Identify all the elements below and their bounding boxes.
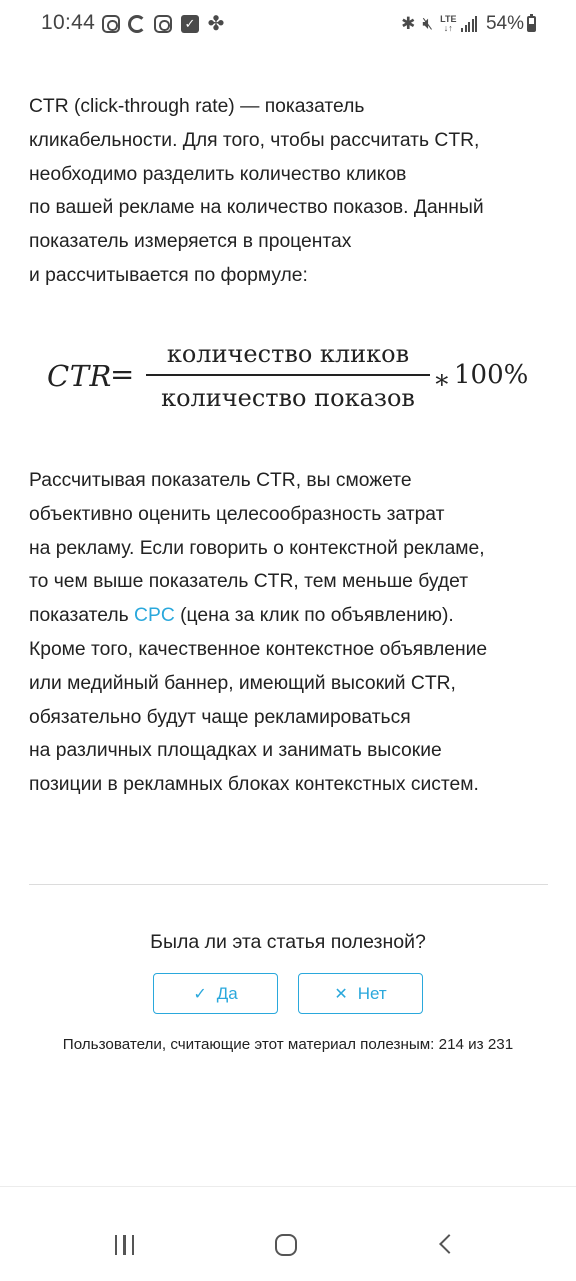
paragraph-line: показатель измеряется в процентах xyxy=(29,231,352,253)
mute-icon: 🔇︎ xyxy=(422,14,434,33)
signal-icon xyxy=(461,16,479,32)
network-label: LTE xyxy=(440,14,457,24)
intro-paragraph xyxy=(29,90,549,293)
close-icon: ✕ xyxy=(334,985,348,1003)
paragraph-line xyxy=(29,599,549,633)
check-icon: ✓ xyxy=(193,985,207,1003)
checkbox-app-icon: ✓ xyxy=(181,15,199,33)
ctr-formula xyxy=(44,338,544,418)
body-paragraph xyxy=(29,464,549,802)
paragraph-line: на различных площадках и занимать высокие xyxy=(29,740,442,762)
paragraph-line: по вашей рекламе на количество показов. Данный xyxy=(29,197,484,219)
instagram-icon xyxy=(102,15,120,33)
no-button[interactable] xyxy=(298,973,423,1014)
cpc-link[interactable]: CPC xyxy=(134,605,175,627)
paragraph-line: позиции в рекламных блоках контекстных систем. xyxy=(29,774,479,796)
navigation-bar xyxy=(0,1186,576,1281)
formula-fraction xyxy=(146,338,430,414)
paragraph-line: на рекламу. Если говорить о контекстной рекламе, xyxy=(29,537,485,559)
yes-button-label: Да xyxy=(216,983,238,1003)
back-icon[interactable] xyxy=(439,1234,459,1254)
no-button-label: Нет xyxy=(357,983,387,1003)
paragraph-line: Кроме того, качественное контекстное объявление xyxy=(29,638,488,660)
paragraph-line: необходимо разделить количество кликов xyxy=(29,163,407,185)
lte-icon: LTE ↓↑ xyxy=(440,14,457,33)
status-bar xyxy=(0,0,576,48)
formula-operator: ∗ xyxy=(433,365,451,395)
fan-app-icon: ✤ xyxy=(207,13,225,35)
battery-fill xyxy=(529,24,534,30)
paragraph-line: Рассчитывая показатель CTR, вы сможете xyxy=(29,470,412,491)
paragraph-text: показатель xyxy=(29,605,135,627)
formula-lhs: CTR xyxy=(47,359,112,393)
paragraph-line: объективно оценить целесообразность затрат xyxy=(29,503,445,525)
status-indicators xyxy=(401,12,536,36)
bluetooth-icon: ✱ xyxy=(401,14,416,33)
feedback-question: Была ли эта статья полезной? xyxy=(150,931,426,953)
helpful-stats: Пользователи, считающие этот материал полезным: 214 из 231 xyxy=(62,1036,514,1053)
formula-numerator: количество кликов xyxy=(166,340,410,368)
fraction-bar xyxy=(146,374,430,376)
paragraph-line: то чем выше показатель CTR, тем меньше будет xyxy=(29,571,469,593)
paragraph-line: или медийный баннер, имеющий высокий CTR, xyxy=(29,672,456,694)
divider xyxy=(29,884,548,885)
paragraph-line: CTR (click-through rate) — показатель xyxy=(29,96,365,117)
yes-button[interactable] xyxy=(153,973,278,1014)
formula-equals: = xyxy=(110,357,135,391)
formula-denominator: количество показов xyxy=(161,383,415,412)
instagram-icon xyxy=(154,15,172,33)
battery-icon xyxy=(527,16,536,32)
formula-multiplier: 100% xyxy=(454,360,529,390)
recents-icon[interactable] xyxy=(115,1235,140,1255)
battery-percent: 54% xyxy=(485,13,524,34)
home-icon[interactable] xyxy=(275,1234,297,1256)
paragraph-line: и рассчитывается по формуле: xyxy=(29,264,308,286)
paragraph-text: (цена за клик по объявлению). xyxy=(174,605,454,627)
status-time: 10:44 xyxy=(41,11,96,34)
round-app-icon xyxy=(128,15,146,33)
paragraph-line: обязательно будут чаще рекламироваться xyxy=(29,706,411,728)
paragraph-line: кликабельности. Для того, чтобы рассчитать CTR, xyxy=(29,129,480,151)
